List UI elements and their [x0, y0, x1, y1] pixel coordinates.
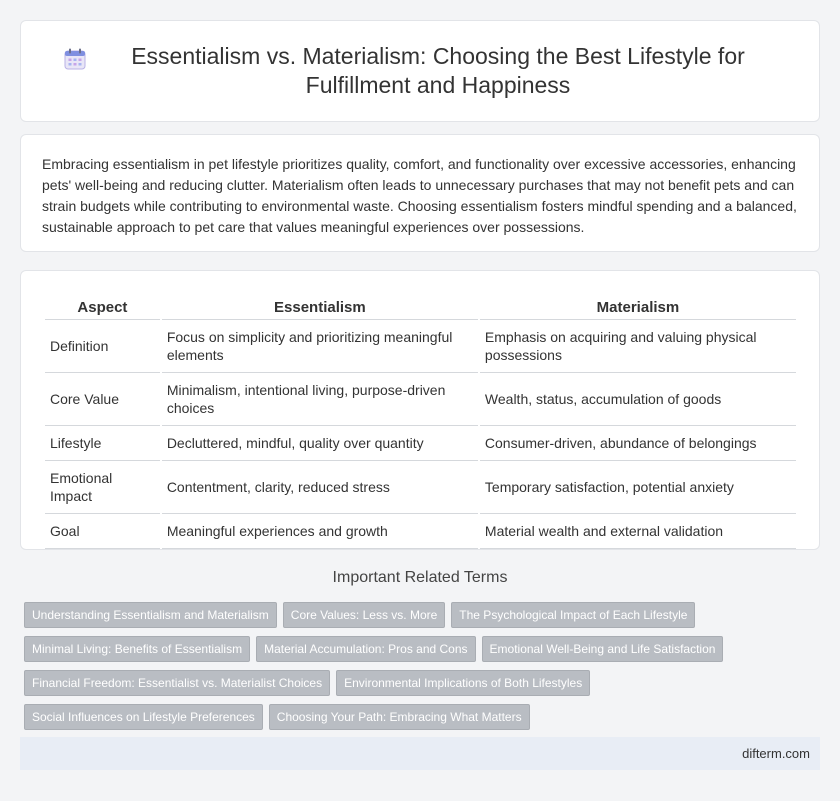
cell-aspect: Emotional Impact: [45, 461, 160, 514]
cell-essentialism: Minimalism, intentional living, purpose-driven choices: [162, 373, 478, 426]
cell-essentialism: Focus on simplicity and prioritizing meaningful elements: [162, 320, 478, 373]
table-row: [45, 320, 796, 373]
comparison-table: [43, 293, 798, 549]
page-title: Essentialism vs. Materialism: Choosing the Best Lifestyle for Fulfillment and Happiness: [131, 43, 745, 98]
cell-materialism: Consumer-driven, abundance of belongings: [480, 426, 796, 461]
table-row: [45, 426, 796, 461]
cell-essentialism: Contentment, clarity, reduced stress: [162, 461, 478, 514]
cell-aspect: Goal: [45, 514, 160, 549]
related-term-tag[interactable]: The Psychological Impact of Each Lifestyle: [451, 602, 695, 628]
footer: [20, 737, 820, 770]
cell-materialism: Material wealth and external validation: [480, 514, 796, 549]
intro-card: [20, 134, 820, 252]
related-terms-title: Important Related Terms: [332, 569, 508, 586]
header-card: [20, 20, 820, 122]
intro-paragraph: Embracing essentialism in pet lifestyle prioritizes quality, comfort, and functionality over excessive accessories, enhancing pets' well-being and reducing clutter. Materialism often leads to unnecessary purchases that may not benefit pets and can strain budgets while contributing to environmental waste. Choosing essentialism fosters mindful spending and a balanced, sustainable approach to pet care that values meaningful experiences over possessions.: [42, 156, 797, 235]
cell-essentialism: Meaningful experiences and growth: [162, 514, 478, 549]
related-term-tag[interactable]: Material Accumulation: Pros and Cons: [256, 636, 475, 662]
table-header-row: [45, 293, 796, 320]
related-term-tag[interactable]: Understanding Essentialism and Materialism: [24, 602, 277, 628]
related-term-tag[interactable]: Environmental Implications of Both Lifestyles: [336, 670, 590, 696]
related-term-tag[interactable]: Core Values: Less vs. More: [283, 602, 446, 628]
table-row: [45, 461, 796, 514]
cell-materialism: Emphasis on acquiring and valuing physical possessions: [480, 320, 796, 373]
header-essentialism: Essentialism: [162, 293, 478, 320]
related-term-tag[interactable]: Financial Freedom: Essentialist vs. Materialist Choices: [24, 670, 330, 696]
table-row: [45, 373, 796, 426]
header-aspect: Aspect: [45, 293, 160, 320]
header-materialism: Materialism: [480, 293, 796, 320]
title-wrap: [60, 42, 780, 100]
cell-aspect: Definition: [45, 320, 160, 373]
footer-brand[interactable]: difterm.com: [742, 746, 810, 761]
related-term-tag[interactable]: Choosing Your Path: Embracing What Matters: [269, 704, 530, 730]
cell-essentialism: Decluttered, mindful, quality over quantity: [162, 426, 478, 461]
cell-aspect: Core Value: [45, 373, 160, 426]
comparison-table-card: [20, 270, 820, 550]
cell-aspect: Lifestyle: [45, 426, 160, 461]
cell-materialism: Wealth, status, accumulation of goods: [480, 373, 796, 426]
related-term-tag[interactable]: Emotional Well-Being and Life Satisfaction: [482, 636, 724, 662]
table-row: [45, 514, 796, 549]
related-term-tag[interactable]: Minimal Living: Benefits of Essentialism: [24, 636, 250, 662]
cell-materialism: Temporary satisfaction, potential anxiety: [480, 461, 796, 514]
related-term-tag[interactable]: Social Influences on Lifestyle Preferences: [24, 704, 263, 730]
calendar-icon: [62, 46, 88, 72]
related-terms-list: [24, 602, 820, 738]
